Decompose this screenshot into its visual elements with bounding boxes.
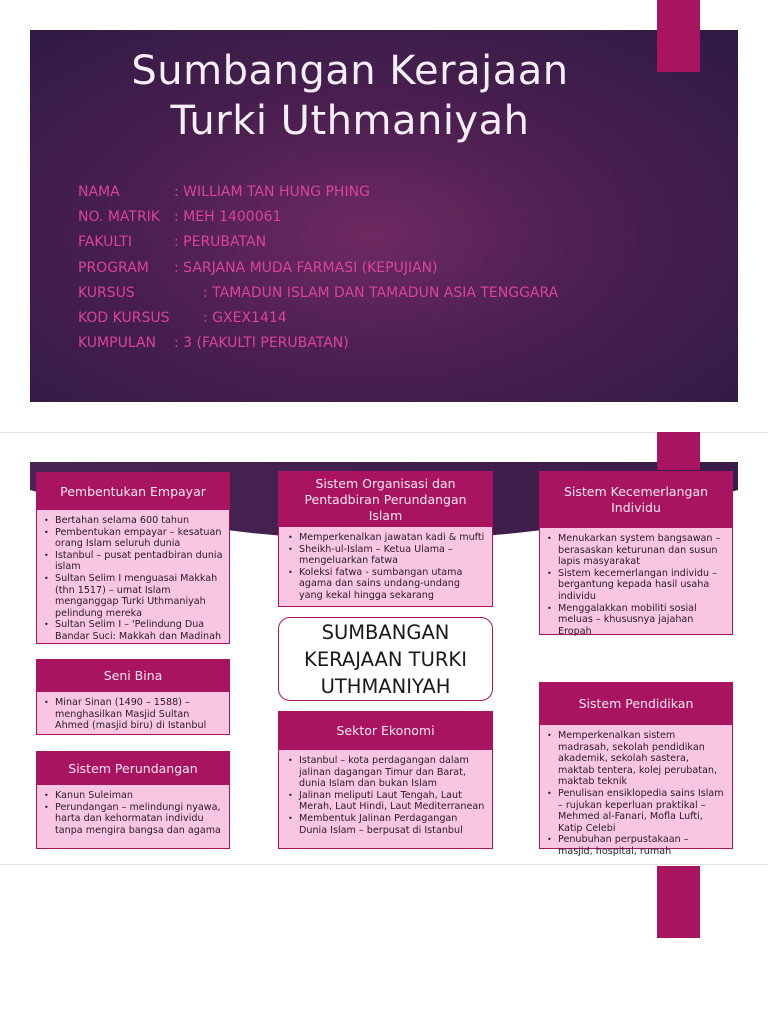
slide2-accent-tab [657, 432, 700, 470]
central-topic: SUMBANGAN KERAJAAN TURKI UTHMANIYAH [278, 617, 493, 701]
slide3-accent-tab [657, 866, 700, 938]
box-sektor-ekonomi [278, 711, 493, 849]
slide-divider-bottom [0, 864, 768, 865]
list-item: • Membentuk Jalinan Perdagangan Dunia Islam – berpusat di Istanbul [287, 813, 486, 836]
box-list [540, 725, 732, 862]
slide1-accent-tab [657, 0, 700, 72]
slide-title-line-1: Sumbangan Kerajaan [131, 48, 569, 94]
list-item: • Jalinan meliputi Laut Tengah, Laut Merah, Laut Hindi, Laut Mediterranean [287, 790, 486, 813]
slide-title-line-2: Turki Uthmaniyah [170, 98, 530, 144]
box-pembentukan-empayar [36, 472, 230, 644]
list-item: • Penubuhan perpustakaan – masjid, hospital, rumah [546, 834, 726, 857]
info-row-kursus: KURSUS : TAMADUN ISLAM DAN TAMADUN ASIA TENGGARA [78, 284, 559, 301]
box-seni-bina [36, 659, 230, 735]
list-item: • Sultan Selim I – 'Pelindung Dua Bandar Suci: Makkah dan Madinah [43, 619, 223, 642]
list-item: • Istanbul – kota perdagangan dalam jalinan dagangan Timur dan Barat, dunia Islam dan bukan Islam [287, 755, 486, 790]
list-item: • Memperkenalkan sistem madrasah, sekolah pendidikan akademik, sekolah sastera, maktab tentera, kolej perubatan, maktab teknik [546, 730, 726, 788]
slide-title [30, 46, 670, 146]
list-item: • Penulisan ensiklopedia sains Islam – rujukan keperluan praktikal – Mehmed al-Fanari, Mofla Lufti, Katip Celebi [546, 788, 726, 834]
title-slide [30, 30, 738, 402]
info-row-kumpulan: KUMPULAN : 3 (FAKULTI PERUBATAN) [78, 335, 349, 352]
box-list [37, 785, 229, 840]
box-list [279, 750, 492, 840]
box-list [540, 528, 732, 641]
info-row-kod-kursus: KOD KURSUS : GXEX1414 [78, 310, 287, 327]
list-item: • Pembentukan empayar – kesatuan orang Islam seluruh dunia [43, 527, 223, 550]
list-item: • Menukarkan system bangsawan – berasaskan keturunan dan susun lapis masyarakat [546, 533, 726, 568]
box-list [279, 527, 492, 606]
box-title: Sistem Perundangan [37, 752, 229, 785]
list-item: • Menggalakkan mobiliti sosial meluas – khususnya jajahan Eropah [546, 603, 726, 638]
list-item: • Sheikh-ul-Islam – Ketua Ulama – mengeluarkan fatwa [287, 544, 486, 567]
list-item: • Kanun Suleiman [43, 790, 223, 802]
box-title: Sistem Organisasi dan Pentadbiran Perundangan Islam [279, 472, 492, 527]
box-title: Sektor Ekonomi [279, 712, 492, 750]
list-item: • Minar Sinan (1490 – 1588) – menghasilkan Masjid Sultan Ahmed (masjid biru) di Istanbul [43, 697, 223, 732]
box-list [37, 510, 229, 647]
list-item: • Sistem kecemerlangan individu – bergantung kepada hasil usaha individu [546, 568, 726, 603]
list-item: • Koleksi fatwa - sumbangan utama agama dan sains undang-undang yang kekal hingga sekarang [287, 567, 486, 602]
info-row-fakulti: FAKULTI : PERUBATAN [78, 234, 267, 251]
list-item: • Istanbul – pusat pentadbiran dunia islam [43, 550, 223, 573]
box-sistem-perundangan [36, 751, 230, 849]
box-list [37, 692, 229, 736]
box-title: Seni Bina [37, 660, 229, 692]
box-sistem-pendidikan [539, 682, 733, 857]
info-row-program: PROGRAM : SARJANA MUDA FARMASI (KEPUJIAN) [78, 259, 438, 276]
box-title: Pembentukan Empayar [37, 473, 229, 510]
box-title: Sistem Kecemerlangan Individu [540, 472, 732, 528]
student-info [78, 180, 558, 356]
list-item: • Perundangan – melindungi nyawa, harta dan kehormatan individu tanpa mengira bangsa dan agama [43, 802, 223, 837]
box-title: Sistem Pendidikan [540, 683, 732, 725]
info-row-matrik: NO. MATRIK : MEH 1400061 [78, 209, 282, 226]
info-row-nama: NAMA : WILLIAM TAN HUNG PHING [78, 184, 370, 200]
box-sistem-organisasi [278, 471, 493, 607]
list-item: • Bertahan selama 600 tahun [43, 515, 223, 527]
list-item: • Sultan Selim I menguasai Makkah (thn 1517) – umat Islam menganggap Turki Uthmaniyah pelindung mereka [43, 573, 223, 619]
box-sistem-kecemerlangan [539, 471, 733, 635]
slide-divider-top [0, 432, 768, 433]
list-item: • Memperkenalkan jawatan kadi & mufti [287, 532, 486, 544]
